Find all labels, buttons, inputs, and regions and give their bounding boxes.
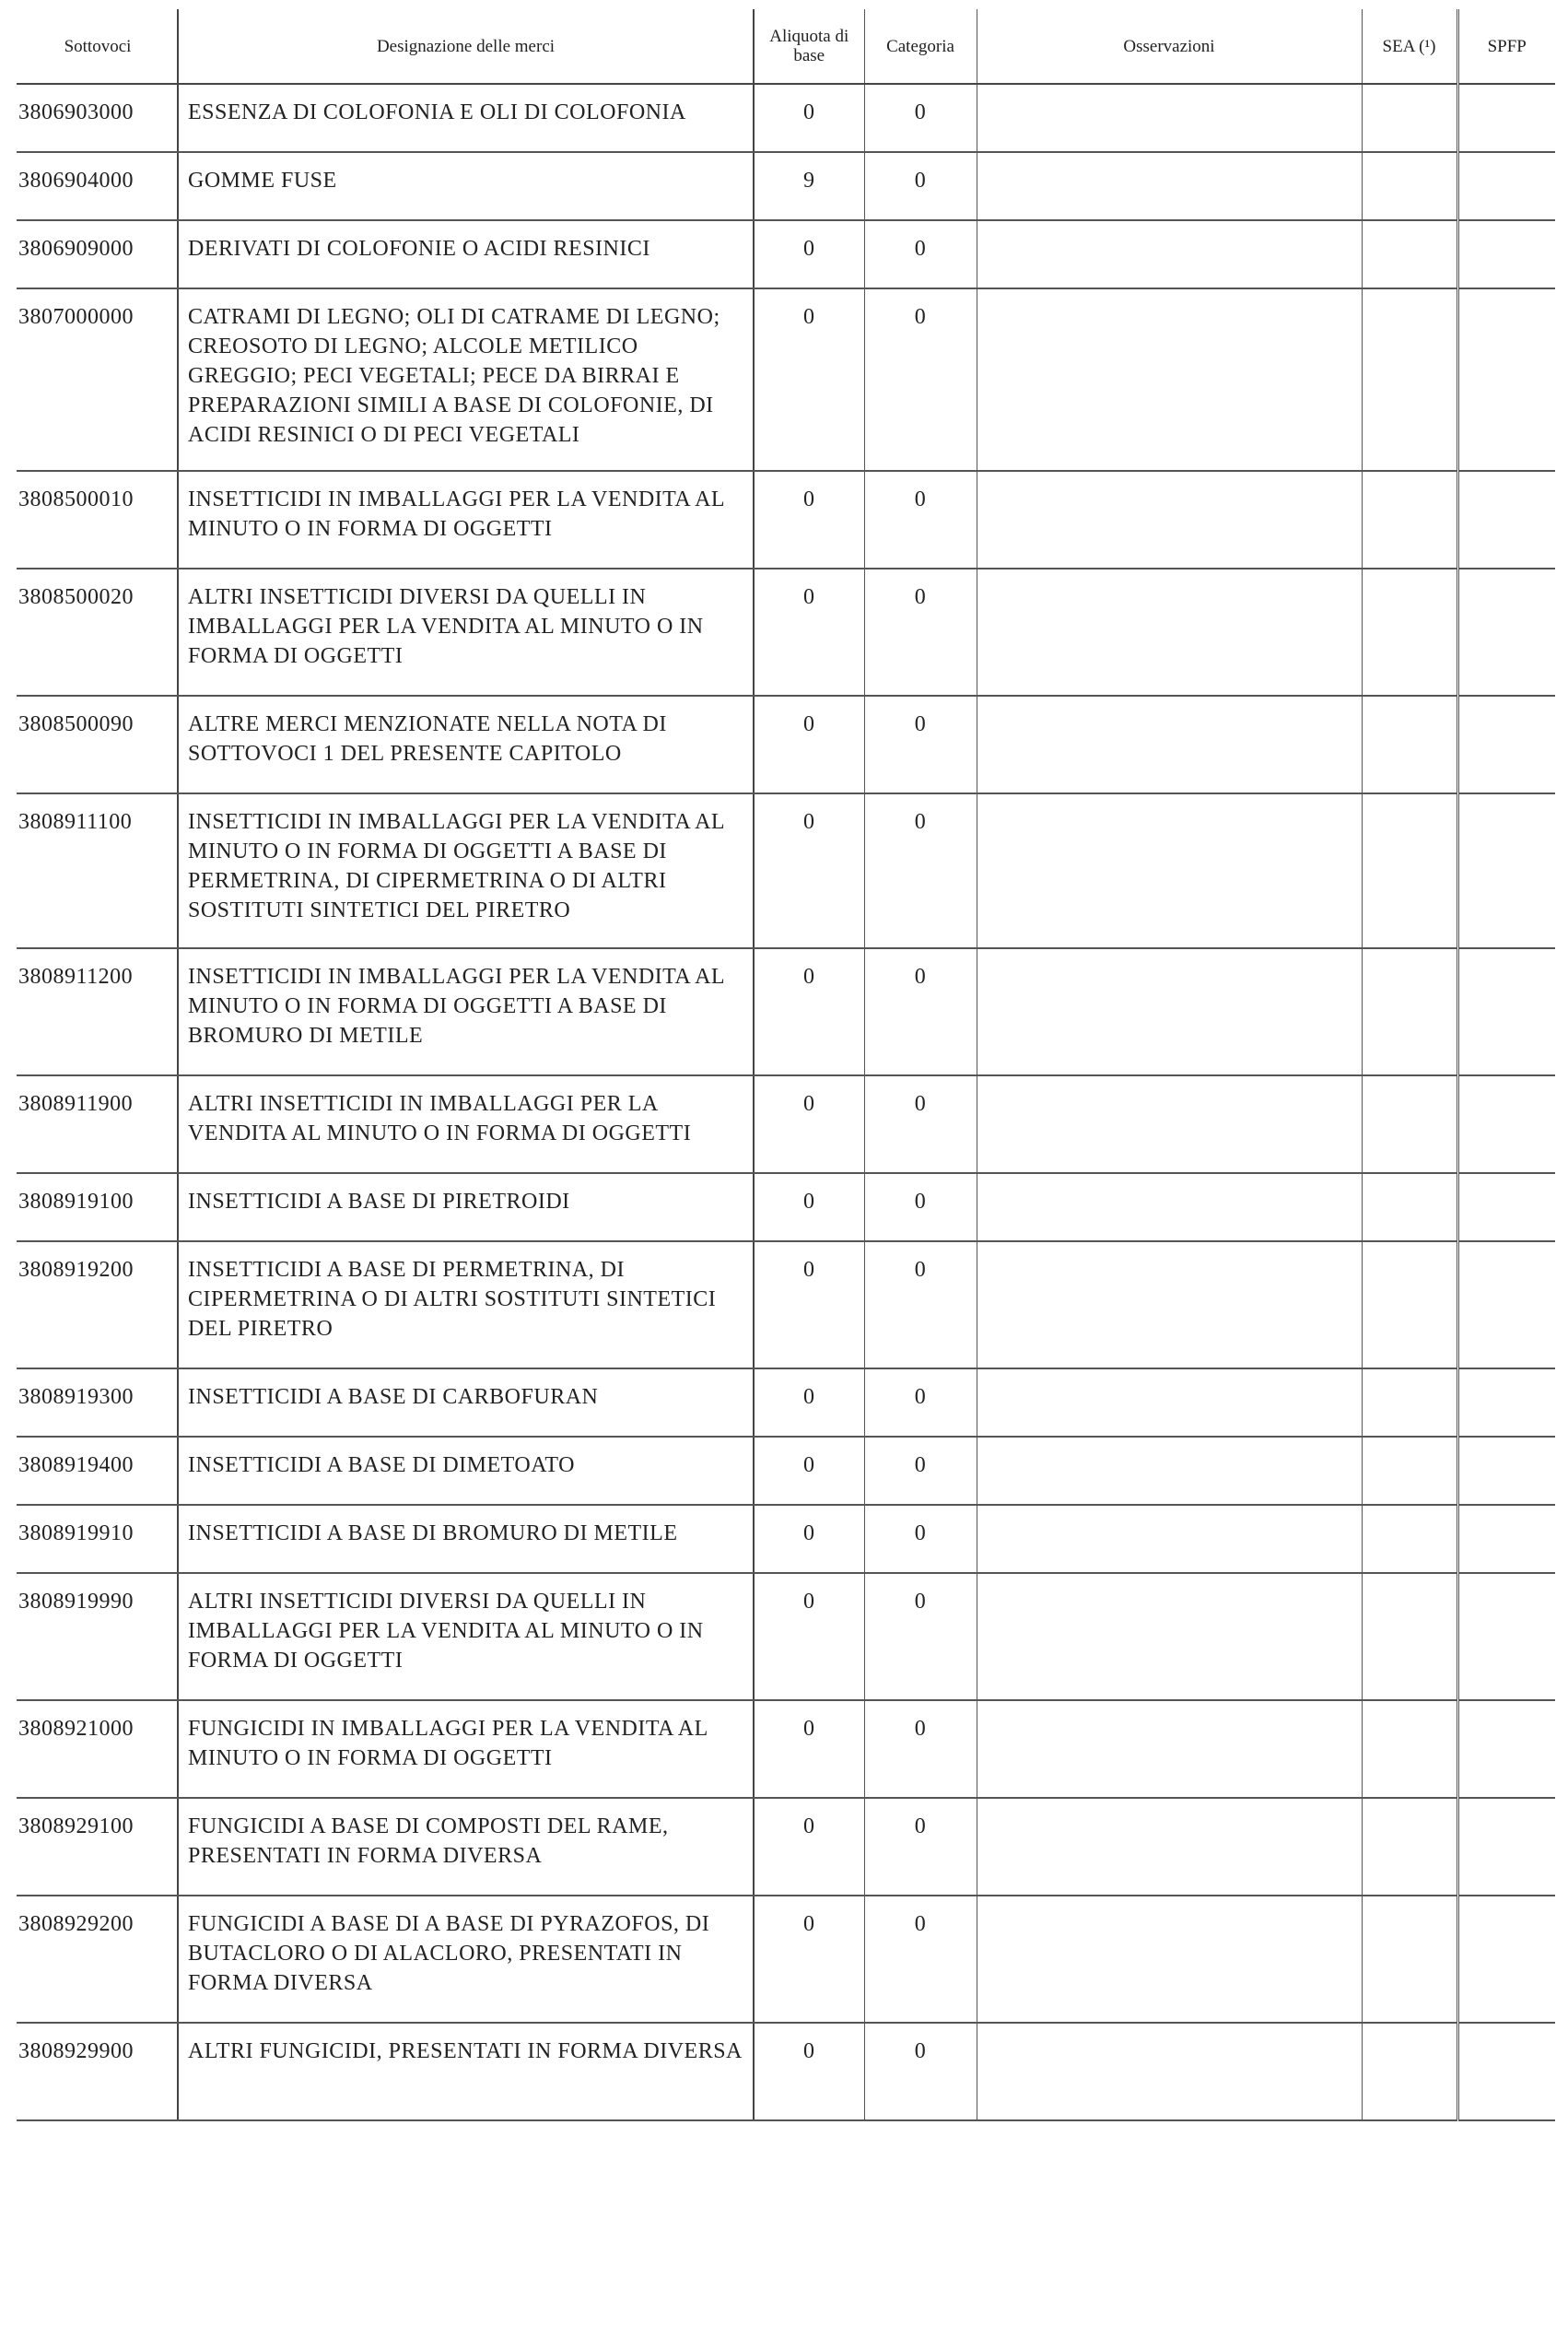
cell-description: INSETTICIDI IN IMBALLAGGI PER LA VENDITA AL MINUTO O IN FORMA DI OGGETTI A BASE DI PERMETRINA, DI CIPERMETRINA O DI ALTRI SOSTITUTI SINTETICI DEL PIRETRO [178,793,754,948]
cell-category: 0 [864,152,977,220]
header-spfp: SPFP [1457,9,1555,84]
cell-sea [1362,84,1457,152]
cell-code: 3808929200 [17,1896,178,2023]
cell-description: ALTRI INSETTICIDI DIVERSI DA QUELLI IN IMBALLAGGI PER LA VENDITA AL MINUTO O IN FORMA DI OGGETTI [178,1573,754,1700]
cell-sea [1362,696,1457,793]
cell-category: 0 [864,288,977,471]
cell-remarks [977,1700,1362,1798]
cell-base-rate: 0 [754,696,864,793]
cell-category: 0 [864,1173,977,1241]
cell-remarks [977,1798,1362,1896]
cell-base-rate: 0 [754,569,864,696]
cell-code: 3808919300 [17,1368,178,1437]
cell-spfp [1457,2023,1555,2120]
cell-category: 0 [864,1368,977,1437]
cell-remarks [977,471,1362,569]
cell-description: GOMME FUSE [178,152,754,220]
header-sea: SEA (¹) [1362,9,1457,84]
cell-spfp [1457,288,1555,471]
cell-sea [1362,2023,1457,2120]
cell-category: 0 [864,84,977,152]
cell-category: 0 [864,569,977,696]
cell-base-rate: 0 [754,288,864,471]
cell-category: 0 [864,220,977,288]
cell-spfp [1457,1173,1555,1241]
cell-description: ESSENZA DI COLOFONIA E OLI DI COLOFONIA [178,84,754,152]
cell-code: 3808919990 [17,1573,178,1700]
cell-description: ALTRI FUNGICIDI, PRESENTATI IN FORMA DIVERSA [178,2023,754,2120]
cell-code: 3808911100 [17,793,178,948]
cell-sea [1362,1505,1457,1573]
cell-sea [1362,471,1457,569]
cell-remarks [977,793,1362,948]
cell-spfp [1457,569,1555,696]
cell-base-rate: 0 [754,1075,864,1173]
cell-category: 0 [864,1700,977,1798]
cell-description: INSETTICIDI A BASE DI BROMURO DI METILE [178,1505,754,1573]
cell-code: 3808919400 [17,1437,178,1505]
cell-category: 0 [864,793,977,948]
cell-spfp [1457,1505,1555,1573]
cell-remarks [977,288,1362,471]
tariff-table [17,9,1555,2121]
header-code: Sottovoci [17,9,178,84]
cell-spfp [1457,471,1555,569]
header-base-rate: Aliquota di base [754,9,864,84]
cell-description: INSETTICIDI A BASE DI PERMETRINA, DI CIPERMETRINA O DI ALTRI SOSTITUTI SINTETICI DEL PIRETRO [178,1241,754,1368]
cell-code: 3806909000 [17,220,178,288]
cell-base-rate: 0 [754,948,864,1075]
cell-base-rate: 0 [754,793,864,948]
cell-spfp [1457,1573,1555,1700]
cell-base-rate: 0 [754,1173,864,1241]
table-row [17,152,1555,220]
cell-remarks [977,1368,1362,1437]
cell-base-rate: 0 [754,1700,864,1798]
cell-sea [1362,1241,1457,1368]
cell-spfp [1457,220,1555,288]
cell-sea [1362,1075,1457,1173]
cell-spfp [1457,1437,1555,1505]
cell-sea [1362,220,1457,288]
cell-code: 3808919100 [17,1173,178,1241]
cell-spfp [1457,696,1555,793]
table-row [17,569,1555,696]
cell-sea [1362,793,1457,948]
cell-sea [1362,1700,1457,1798]
cell-category: 0 [864,471,977,569]
cell-code: 3808921000 [17,1700,178,1798]
cell-description: FUNGICIDI IN IMBALLAGGI PER LA VENDITA AL MINUTO O IN FORMA DI OGGETTI [178,1700,754,1798]
cell-category: 0 [864,1505,977,1573]
table-row [17,1700,1555,1798]
table-row [17,220,1555,288]
table-row [17,1505,1555,1573]
cell-base-rate: 0 [754,1241,864,1368]
cell-code: 3808500010 [17,471,178,569]
cell-spfp [1457,1700,1555,1798]
header-row [17,9,1555,84]
cell-remarks [977,1896,1362,2023]
header-category: Categoria [864,9,977,84]
cell-base-rate: 0 [754,1896,864,2023]
cell-category: 0 [864,1075,977,1173]
cell-base-rate: 0 [754,1573,864,1700]
cell-code: 3808929100 [17,1798,178,1896]
cell-remarks [977,152,1362,220]
table-row [17,948,1555,1075]
cell-spfp [1457,1896,1555,2023]
cell-sea [1362,1798,1457,1896]
cell-spfp [1457,1798,1555,1896]
cell-code: 3808500020 [17,569,178,696]
cell-base-rate: 9 [754,152,864,220]
cell-spfp [1457,1241,1555,1368]
table-row [17,1241,1555,1368]
cell-remarks [977,1241,1362,1368]
table-row [17,84,1555,152]
cell-base-rate: 0 [754,1505,864,1573]
cell-spfp [1457,152,1555,220]
cell-remarks [977,696,1362,793]
cell-remarks [977,1075,1362,1173]
cell-sea [1362,569,1457,696]
table-row [17,1573,1555,1700]
cell-sea [1362,288,1457,471]
cell-code: 3808500090 [17,696,178,793]
table-body [17,84,1555,2120]
cell-code: 3806904000 [17,152,178,220]
table-row [17,471,1555,569]
table-row [17,1368,1555,1437]
cell-category: 0 [864,1896,977,2023]
cell-description: DERIVATI DI COLOFONIE O ACIDI RESINICI [178,220,754,288]
table-row [17,696,1555,793]
cell-remarks [977,84,1362,152]
table-row [17,793,1555,948]
cell-base-rate: 0 [754,2023,864,2120]
cell-code: 3806903000 [17,84,178,152]
cell-base-rate: 0 [754,84,864,152]
cell-remarks [977,220,1362,288]
table-row [17,2023,1555,2120]
cell-remarks [977,569,1362,696]
cell-remarks [977,1437,1362,1505]
cell-description: ALTRE MERCI MENZIONATE NELLA NOTA DI SOTTOVOCI 1 DEL PRESENTE CAPITOLO [178,696,754,793]
cell-category: 0 [864,948,977,1075]
cell-code: 3808929900 [17,2023,178,2120]
cell-code: 3808911200 [17,948,178,1075]
cell-spfp [1457,793,1555,948]
cell-sea [1362,1896,1457,2023]
cell-spfp [1457,1368,1555,1437]
cell-description: INSETTICIDI A BASE DI CARBOFURAN [178,1368,754,1437]
table-row [17,1437,1555,1505]
cell-remarks [977,1573,1362,1700]
cell-description: CATRAMI DI LEGNO; OLI DI CATRAME DI LEGNO; CREOSOTO DI LEGNO; ALCOLE METILICO GREGGIO; PECI VEGETALI; PECE DA BIRRAI E PREPARAZIONI SIMILI A BASE DI COLOFONIE, DI ACIDI RESINICI O DI PECI VEGETALI [178,288,754,471]
cell-sea [1362,1573,1457,1700]
cell-sea [1362,1437,1457,1505]
cell-description: INSETTICIDI A BASE DI PIRETROIDI [178,1173,754,1241]
cell-code: 3807000000 [17,288,178,471]
cell-category: 0 [864,1573,977,1700]
cell-category: 0 [864,2023,977,2120]
cell-base-rate: 0 [754,1368,864,1437]
cell-sea [1362,152,1457,220]
table-row [17,288,1555,471]
cell-description: INSETTICIDI IN IMBALLAGGI PER LA VENDITA AL MINUTO O IN FORMA DI OGGETTI [178,471,754,569]
cell-description: ALTRI INSETTICIDI IN IMBALLAGGI PER LA VENDITA AL MINUTO O IN FORMA DI OGGETTI [178,1075,754,1173]
cell-code: 3808919200 [17,1241,178,1368]
table-row [17,1173,1555,1241]
cell-category: 0 [864,1798,977,1896]
cell-spfp [1457,84,1555,152]
header-remarks: Osservazioni [977,9,1362,84]
cell-base-rate: 0 [754,220,864,288]
cell-sea [1362,1368,1457,1437]
header-description: Designazione delle merci [178,9,754,84]
table-row [17,1075,1555,1173]
table-row [17,1798,1555,1896]
cell-base-rate: 0 [754,471,864,569]
cell-base-rate: 0 [754,1798,864,1896]
cell-spfp [1457,948,1555,1075]
cell-code: 3808919910 [17,1505,178,1573]
cell-category: 0 [864,1241,977,1368]
cell-remarks [977,948,1362,1075]
cell-description: INSETTICIDI A BASE DI DIMETOATO [178,1437,754,1505]
table-row [17,1896,1555,2023]
cell-remarks [977,1505,1362,1573]
cell-remarks [977,2023,1362,2120]
cell-description: FUNGICIDI A BASE DI COMPOSTI DEL RAME, PRESENTATI IN FORMA DIVERSA [178,1798,754,1896]
cell-remarks [977,1173,1362,1241]
cell-code: 3808911900 [17,1075,178,1173]
cell-category: 0 [864,1437,977,1505]
cell-sea [1362,1173,1457,1241]
cell-spfp [1457,1075,1555,1173]
cell-description: FUNGICIDI A BASE DI A BASE DI PYRAZOFOS, DI BUTACLORO O DI ALACLORO, PRESENTATI IN FORMA DIVERSA [178,1896,754,2023]
cell-base-rate: 0 [754,1437,864,1505]
cell-description: INSETTICIDI IN IMBALLAGGI PER LA VENDITA AL MINUTO O IN FORMA DI OGGETTI A BASE DI BROMURO DI METILE [178,948,754,1075]
cell-sea [1362,948,1457,1075]
cell-category: 0 [864,696,977,793]
cell-description: ALTRI INSETTICIDI DIVERSI DA QUELLI IN IMBALLAGGI PER LA VENDITA AL MINUTO O IN FORMA DI OGGETTI [178,569,754,696]
